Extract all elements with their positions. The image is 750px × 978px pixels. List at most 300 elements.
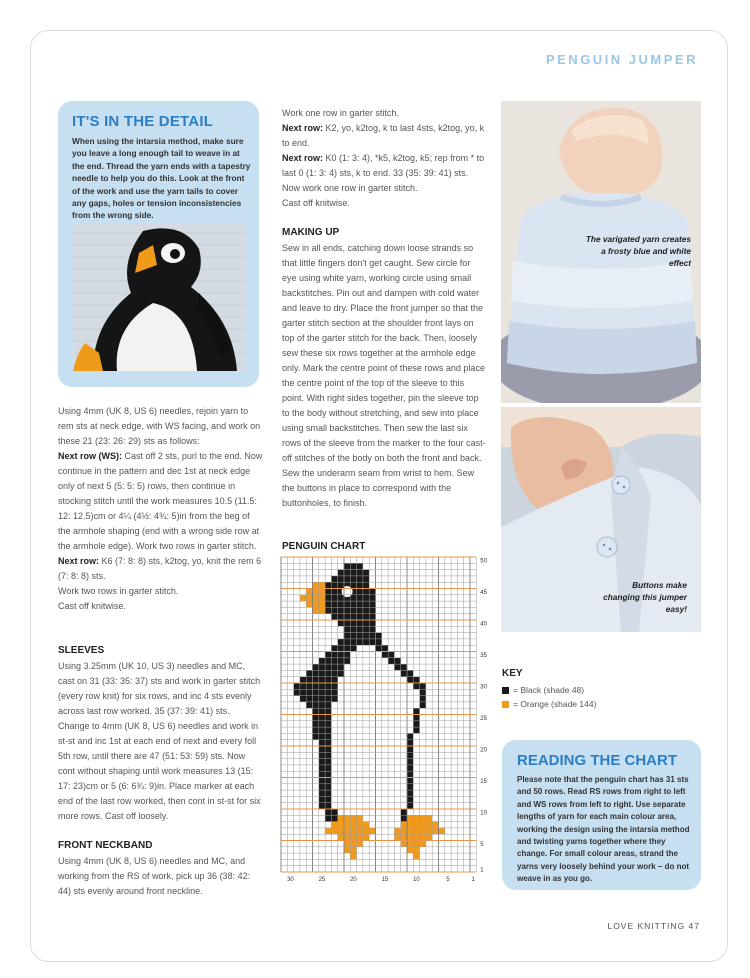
black-stitch-r16-c24 bbox=[325, 771, 331, 777]
black-stitch-r34-c25 bbox=[319, 658, 325, 664]
black-stitch-r33-c22 bbox=[338, 664, 344, 670]
black-stitch-r48-c18 bbox=[363, 570, 369, 576]
black-stitch-r28-c9 bbox=[420, 696, 426, 702]
black-stitch-r45-c17 bbox=[369, 589, 375, 595]
orange-stitch-r7-c17 bbox=[369, 828, 375, 834]
orange-stitch-r7-c10 bbox=[413, 828, 419, 834]
orange-stitch-r9-c10 bbox=[413, 815, 419, 821]
black-stitch-r21-c11 bbox=[407, 740, 413, 746]
black-stitch-r24-c10 bbox=[413, 721, 419, 727]
orange-stitch-r4-c20 bbox=[350, 847, 356, 853]
orange-stitch-r7-c18 bbox=[363, 828, 369, 834]
orange-stitch-r9-c22 bbox=[338, 815, 344, 821]
black-stitch-r42-c19 bbox=[357, 607, 363, 613]
black-stitch-r28-c24 bbox=[325, 696, 331, 702]
orange-stitch-r5-c9 bbox=[420, 841, 426, 847]
y-tick-30: 30 bbox=[480, 684, 487, 691]
black-stitch-r32-c24 bbox=[325, 670, 331, 676]
black-stitch-r43-c22 bbox=[338, 601, 344, 607]
black-stitch-r34-c13 bbox=[394, 658, 400, 664]
key-title: KEY bbox=[502, 668, 523, 679]
black-stitch-r36-c23 bbox=[331, 645, 337, 651]
black-stitch-r36-c15 bbox=[382, 645, 388, 651]
making-up-text: Sew in all ends, catching down loose strands so that little fingers don't get caught. Sew circle for eye using white yarn, working circle using small backstitches. Pin out and dampen with cold water and leave to dry. Place the front jumper so that the garter stitch section at the shoulder front lays on top of the garter stitch for the back. Then, loosely sew these six rows together at the armhole edge only. Mark the centre point of these rows and place the centre point of the top of the sleeve to this point. With right sides together, pin the sleeve top to the body without stretching, and sew into place using small backstitches. Then sew the last six rows of the sleeve from the marker to the four cast-off stitches of the body on both the front and back. Sew the underarm seam from wrist to hem. Sew the buttons in place to correspond with the buttonholes, to finish. bbox=[282, 243, 486, 508]
black-stitch-r35-c21 bbox=[344, 652, 350, 658]
orange-stitch-r8-c22 bbox=[338, 822, 344, 828]
next-row-ws-label: Next row (WS): bbox=[58, 451, 122, 461]
x-tick-25: 25 bbox=[318, 877, 326, 883]
orange-stitch-r9-c20 bbox=[350, 815, 356, 821]
orange-stitch-r8-c18 bbox=[363, 822, 369, 828]
black-stitch-r10-c12 bbox=[401, 809, 407, 815]
black-stitch-r30-c27 bbox=[306, 683, 312, 689]
chart-eye bbox=[341, 586, 353, 598]
black-stitch-r47-c18 bbox=[363, 576, 369, 582]
black-stitch-r35-c22 bbox=[338, 652, 344, 658]
black-stitch-r29-c24 bbox=[325, 689, 331, 695]
orange-stitch-r44-c25 bbox=[319, 595, 325, 601]
black-stitch-r34-c14 bbox=[388, 658, 394, 664]
black-stitch-r12-c25 bbox=[319, 796, 325, 802]
black-stitch-r12-c24 bbox=[325, 796, 331, 802]
orange-stitch-r44-c28 bbox=[300, 595, 306, 601]
black-stitch-r25-c26 bbox=[313, 715, 319, 721]
orange-stitch-r7-c22 bbox=[338, 828, 344, 834]
col2-next-row-2-text: K0 (1: 3: 4), *k5, k2tog, k5; rep from * to last 0 (1: 3: 4) sts, k to end. 33 (35: 39: 41) sts. Now work one row in garter stitch. bbox=[282, 153, 485, 193]
black-stitch-r36-c22 bbox=[338, 645, 344, 651]
black-stitch-r47-c22 bbox=[338, 576, 344, 582]
black-stitch-r33-c23 bbox=[331, 664, 337, 670]
black-stitch-r14-c11 bbox=[407, 784, 413, 790]
black-stitch-r30-c23 bbox=[331, 683, 337, 689]
front-neckband-text: Using 4mm (UK 8, US 6) needles and MC, and working from the RS of work, pick up 36 (38: 42: 44) sts evenly around front neckline. bbox=[58, 856, 251, 896]
black-stitch-r46-c23 bbox=[331, 582, 337, 588]
black-stitch-r44-c24 bbox=[325, 595, 331, 601]
y-tick-1: 1 bbox=[480, 867, 484, 874]
black-stitch-r43-c18 bbox=[363, 601, 369, 607]
orange-stitch-r43-c27 bbox=[306, 601, 312, 607]
detail-title: IT'S IN THE DETAIL bbox=[72, 113, 214, 130]
orange-stitch-r42-c26 bbox=[313, 607, 319, 613]
black-stitch-r29-c26 bbox=[313, 689, 319, 695]
black-stitch-r40-c20 bbox=[350, 620, 356, 626]
key-orange bbox=[502, 699, 596, 709]
key-black-label: = Black (shade 48) bbox=[513, 685, 585, 695]
black-stitch-r29-c27 bbox=[306, 689, 312, 695]
orange-stitch-r6-c20 bbox=[350, 834, 356, 840]
x-tick-1: 1 bbox=[471, 877, 475, 883]
y-tick-10: 10 bbox=[480, 810, 487, 817]
black-stitch-r38-c16 bbox=[376, 633, 382, 639]
next-row-ws-text: Cast off 2 sts, purl to the end. Now continue in the pattern and dec 1st at neck edge only of next 5 (5: 5: 5) rows, then continue in stocking stitch until the work measures 10.5 (11.5: 12: 12.5)cm or 4¼ (4½: 4¾: 5)in from the beg of the armhole shaping (end with a wrong side row at the armhole edge). Work two rows in garter stitch. bbox=[58, 451, 263, 551]
orange-stitch-r8-c9 bbox=[420, 822, 426, 828]
sleeves-heading: SLEEVES bbox=[58, 645, 105, 656]
black-stitch-r38-c17 bbox=[369, 633, 375, 639]
black-stitch-r45-c18 bbox=[363, 589, 369, 595]
orange-stitch-r8-c12 bbox=[401, 822, 407, 828]
page-footer: LOVE KNITTING 47 bbox=[607, 921, 700, 931]
black-stitch-r25-c24 bbox=[325, 715, 331, 721]
col2-next-row-1-label: Next row: bbox=[282, 123, 324, 133]
orange-stitch-r7-c12 bbox=[401, 828, 407, 834]
orange-stitch-r43-c26 bbox=[313, 601, 319, 607]
black-stitch-r44-c23 bbox=[331, 595, 337, 601]
y-tick-40: 40 bbox=[480, 621, 487, 628]
black-stitch-r29-c23 bbox=[331, 689, 337, 695]
black-stitch-r43-c23 bbox=[331, 601, 337, 607]
black-stitch-r43-c24 bbox=[325, 601, 331, 607]
black-stitch-r19-c25 bbox=[319, 752, 325, 758]
black-stitch-r28-c26 bbox=[313, 696, 319, 702]
orange-stitch-r6-c21 bbox=[344, 834, 350, 840]
black-stitch-r11-c24 bbox=[325, 803, 331, 809]
black-stitch-r35-c14 bbox=[388, 652, 394, 658]
black-stitch-r13-c11 bbox=[407, 790, 413, 796]
black-stitch-r28-c23 bbox=[331, 696, 337, 702]
black-stitch-r31-c24 bbox=[325, 677, 331, 683]
black-stitch-r11-c11 bbox=[407, 803, 413, 809]
key-black bbox=[502, 685, 584, 695]
orange-stitch-r7-c23 bbox=[331, 828, 337, 834]
black-stitch-r33-c25 bbox=[319, 664, 325, 670]
orange-stitch-r5-c19 bbox=[357, 841, 363, 847]
black-stitch-r45-c19 bbox=[357, 589, 363, 595]
black-stitch-r44-c18 bbox=[363, 595, 369, 601]
orange-stitch-r9-c21 bbox=[344, 815, 350, 821]
black-stitch-r9-c24 bbox=[325, 815, 331, 821]
black-stitch-r48-c20 bbox=[350, 570, 356, 576]
penguin-chart-heading: PENGUIN CHART bbox=[282, 541, 366, 552]
col1-next-row bbox=[58, 554, 263, 584]
black-stitch-r18-c25 bbox=[319, 759, 325, 765]
black-stitch-r44-c17 bbox=[369, 595, 375, 601]
black-stitch-r32-c12 bbox=[401, 670, 407, 676]
orange-stitch-r43-c25 bbox=[319, 601, 325, 607]
reading-chart-box bbox=[502, 740, 701, 890]
black-stitch-r40-c22 bbox=[338, 620, 344, 626]
black-stitch-r31-c27 bbox=[306, 677, 312, 683]
photo1-caption: The varigated yarn creates a frosty blue and white effect bbox=[585, 234, 691, 268]
orange-stitch-r6-c8 bbox=[426, 834, 432, 840]
orange-stitch-r7-c11 bbox=[407, 828, 413, 834]
col1-line-garter: Work two rows in garter stitch. bbox=[58, 586, 179, 596]
black-stitch-r18-c11 bbox=[407, 759, 413, 765]
black-stitch-r39-c18 bbox=[363, 626, 369, 632]
black-stitch-r42-c18 bbox=[363, 607, 369, 613]
black-stitch-r13-c25 bbox=[319, 790, 325, 796]
black-stitch-r37-c16 bbox=[376, 639, 382, 645]
y-tick-15: 15 bbox=[480, 779, 487, 786]
orange-stitch-r4-c10 bbox=[413, 847, 419, 853]
black-stitch-r33-c13 bbox=[394, 664, 400, 670]
penguin-chart-svg bbox=[278, 553, 503, 905]
black-stitch-r43-c21 bbox=[344, 601, 350, 607]
photo2-caption: Buttons make changing this jumper easy! bbox=[603, 580, 687, 614]
x-tick-30: 30 bbox=[287, 877, 294, 883]
black-stitch-r26-c25 bbox=[319, 708, 325, 714]
y-tick-50: 50 bbox=[480, 558, 487, 565]
black-stitch-r15-c24 bbox=[325, 778, 331, 784]
orange-stitch-r8-c19 bbox=[357, 822, 363, 828]
black-stitch-r27-c26 bbox=[313, 702, 319, 708]
orange-stitch-r6-c12 bbox=[401, 834, 407, 840]
black-stitch-r10-c23 bbox=[331, 809, 337, 815]
black-stitch-r24-c24 bbox=[325, 721, 331, 727]
black-stitch-r47-c21 bbox=[344, 576, 350, 582]
orange-stitch-r45-c26 bbox=[313, 589, 319, 595]
black-stitch-r32-c26 bbox=[313, 670, 319, 676]
black-stitch-r42-c20 bbox=[350, 607, 356, 613]
col1-intro: Using 4mm (UK 8, US 6) needles, rejoin yarn to rem sts at neck edge, with WS facing, and work on these 21 (23: 26: 29) sts as follows: bbox=[58, 406, 261, 446]
black-stitch-r31-c10 bbox=[413, 677, 419, 683]
black-stitch-r41-c23 bbox=[331, 614, 337, 620]
penguin-chart bbox=[278, 553, 503, 910]
x-tick-5: 5 bbox=[446, 877, 450, 883]
orange-stitch-r9-c19 bbox=[357, 815, 363, 821]
black-stitch-r35-c23 bbox=[331, 652, 337, 658]
black-stitch-r41-c20 bbox=[350, 614, 356, 620]
orange-stitch-r5-c11 bbox=[407, 841, 413, 847]
black-stitch-r14-c24 bbox=[325, 784, 331, 790]
black-stitch-r23-c25 bbox=[319, 727, 325, 733]
black-stitch-r37-c19 bbox=[357, 639, 363, 645]
black-stitch-r25-c25 bbox=[319, 715, 325, 721]
orange-stitch-r5-c20 bbox=[350, 841, 356, 847]
orange-stitch-r7-c9 bbox=[420, 828, 426, 834]
sleeves-text: Using 3.25mm (UK 10, US 3) needles and MC, cast on 31 (33: 35: 37) sts and work in garter stitch (every row knit) for six rows, and inc 4 sts evenly across last row worked. 35 (37: 39: 41) sts. Change to 4mm (UK 8, US 6) needles and work in st-st and inc 1st at each end of next and every foll 5th row, until there are 47 (51: 53: 59) sts. Now cont without shaping until work measures 13 (15: 17: 23)cm or 5 (6: 6¾: 9)in. Place marker at each end of the last row worked, then cont in st-st for six more rows. Cast off loosely. bbox=[58, 661, 261, 821]
black-stitch-r41-c21 bbox=[344, 614, 350, 620]
penguin-closeup-photo bbox=[73, 223, 245, 371]
black-stitch-r41-c19 bbox=[357, 614, 363, 620]
y-tick-45: 45 bbox=[480, 590, 487, 597]
black-stitch-r32-c25 bbox=[319, 670, 325, 676]
black-stitch-r18-c24 bbox=[325, 759, 331, 765]
black-stitch-r37-c20 bbox=[350, 639, 356, 645]
black-stitch-r13-c24 bbox=[325, 790, 331, 796]
black-stitch-r23-c26 bbox=[313, 727, 319, 733]
black-swatch bbox=[502, 687, 509, 694]
black-stitch-r49-c20 bbox=[350, 563, 356, 569]
col1-line-castoff: Cast off knitwise. bbox=[58, 601, 126, 611]
black-stitch-r40-c18 bbox=[363, 620, 369, 626]
orange-stitch-r8-c10 bbox=[413, 822, 419, 828]
black-stitch-r46-c24 bbox=[325, 582, 331, 588]
col2-next-row-2-label: Next row: bbox=[282, 153, 324, 163]
orange-stitch-r9-c11 bbox=[407, 815, 413, 821]
orange-stitch-r7-c21 bbox=[344, 828, 350, 834]
black-stitch-r39-c21 bbox=[344, 626, 350, 632]
black-stitch-r49-c19 bbox=[357, 563, 363, 569]
col2-next-row-1-text: K2, yo, k2tog, k to last 4sts, k2tog, yo, k to end. bbox=[282, 123, 485, 148]
black-stitch-r32-c22 bbox=[338, 670, 344, 676]
orange-stitch-r9-c8 bbox=[426, 815, 432, 821]
black-stitch-r27-c25 bbox=[319, 702, 325, 708]
black-stitch-r34-c22 bbox=[338, 658, 344, 664]
col2-line-castoff: Cast off knitwise. bbox=[282, 198, 350, 208]
black-stitch-r28-c27 bbox=[306, 696, 312, 702]
black-stitch-r43-c19 bbox=[357, 601, 363, 607]
black-stitch-r30-c28 bbox=[300, 683, 306, 689]
orange-stitch-r3-c20 bbox=[350, 853, 356, 859]
orange-stitch-r42-c25 bbox=[319, 607, 325, 613]
black-stitch-r31-c26 bbox=[313, 677, 319, 683]
reading-title: READING THE CHART bbox=[517, 752, 677, 769]
black-stitch-r35-c24 bbox=[325, 652, 331, 658]
black-stitch-r45-c24 bbox=[325, 589, 331, 595]
black-stitch-r47-c19 bbox=[357, 576, 363, 582]
black-stitch-r28-c25 bbox=[319, 696, 325, 702]
y-tick-35: 35 bbox=[480, 653, 487, 660]
black-stitch-r23-c10 bbox=[413, 727, 419, 733]
orange-stitch-r8-c7 bbox=[432, 822, 438, 828]
black-stitch-r19-c24 bbox=[325, 752, 331, 758]
x-tick-20: 20 bbox=[350, 877, 357, 883]
orange-stitch-r6-c22 bbox=[338, 834, 344, 840]
detail-text: When using the intarsia method, make sure you leave a long enough tail to weave in at the end. Thread the yarn ends with a tapestry needle to help you do this. Look at the front of the work and use the yarn tails to cover any gaps, holes or tension inconsistencies from the wrong side. bbox=[72, 136, 251, 221]
orange-stitch-r6-c11 bbox=[407, 834, 413, 840]
x-tick-10: 10 bbox=[413, 877, 420, 883]
orange-stitch-r46-c25 bbox=[319, 582, 325, 588]
front-neckband-heading: FRONT NECKBAND bbox=[58, 840, 153, 851]
black-stitch-r37-c17 bbox=[369, 639, 375, 645]
black-stitch-r10-c24 bbox=[325, 809, 331, 815]
orange-stitch-r44-c27 bbox=[306, 595, 312, 601]
black-stitch-r24-c25 bbox=[319, 721, 325, 727]
black-stitch-r27-c24 bbox=[325, 702, 331, 708]
black-stitch-r39-c17 bbox=[369, 626, 375, 632]
black-stitch-r33-c12 bbox=[401, 664, 407, 670]
black-stitch-r31-c25 bbox=[319, 677, 325, 683]
black-stitch-r36-c16 bbox=[376, 645, 382, 651]
orange-stitch-r8-c11 bbox=[407, 822, 413, 828]
black-stitch-r42-c17 bbox=[369, 607, 375, 613]
black-stitch-r38-c21 bbox=[344, 633, 350, 639]
black-stitch-r30-c26 bbox=[313, 683, 319, 689]
orange-stitch-r46-c26 bbox=[313, 582, 319, 588]
black-stitch-r27-c9 bbox=[420, 702, 426, 708]
black-stitch-r39-c20 bbox=[350, 626, 356, 632]
next-row-text: K6 (7: 8: 8) sts, k2tog, yo, knit the rem 6 (7: 8: 8) sts. bbox=[58, 556, 262, 581]
black-stitch-r20-c11 bbox=[407, 746, 413, 752]
black-stitch-r16-c11 bbox=[407, 771, 413, 777]
orange-stitch-r8-c20 bbox=[350, 822, 356, 828]
black-stitch-r17-c24 bbox=[325, 765, 331, 771]
black-stitch-r22-c26 bbox=[313, 733, 319, 739]
next-row-label: Next row: bbox=[58, 556, 100, 566]
black-stitch-r40-c21 bbox=[344, 620, 350, 626]
black-stitch-r11-c25 bbox=[319, 803, 325, 809]
black-stitch-r32-c27 bbox=[306, 670, 312, 676]
page-title: PENGUIN JUMPER bbox=[545, 52, 698, 67]
black-stitch-r42-c24 bbox=[325, 607, 331, 613]
col2-neckband-cont-text bbox=[282, 106, 487, 211]
black-stitch-r42-c23 bbox=[331, 607, 337, 613]
black-stitch-r43-c17 bbox=[369, 601, 375, 607]
orange-stitch-r6-c9 bbox=[420, 834, 426, 840]
orange-stitch-r7-c7 bbox=[432, 828, 438, 834]
black-stitch-r14-c25 bbox=[319, 784, 325, 790]
orange-stitch-r8-c21 bbox=[344, 822, 350, 828]
orange-stitch-r5-c21 bbox=[344, 841, 350, 847]
black-stitch-r34-c24 bbox=[325, 658, 331, 664]
reading-text: Please note that the penguin chart has 31 sts and 50 rows. Read RS rows from right to left and WS rows from left to right. Use separate lengths of yarn for each main colour area, working the design using the intarsia method and twisting yarns together where they change. For small colour areas, strand the yarns very loosely behind your work – do not weave in as you go. bbox=[517, 775, 690, 884]
black-stitch-r25-c10 bbox=[413, 715, 419, 721]
black-stitch-r24-c26 bbox=[313, 721, 319, 727]
orange-stitch-r9-c9 bbox=[420, 815, 426, 821]
orange-stitch-r6-c10 bbox=[413, 834, 419, 840]
orange-stitch-r7-c20 bbox=[350, 828, 356, 834]
orange-stitch-r5-c10 bbox=[413, 841, 419, 847]
black-stitch-r35-c15 bbox=[382, 652, 388, 658]
black-stitch-r41-c22 bbox=[338, 614, 344, 620]
black-stitch-r27-c27 bbox=[306, 702, 312, 708]
black-stitch-r22-c25 bbox=[319, 733, 325, 739]
black-stitch-r26-c26 bbox=[313, 708, 319, 714]
black-stitch-r36-c20 bbox=[350, 645, 356, 651]
black-stitch-r41-c17 bbox=[369, 614, 375, 620]
orange-stitch-r7-c6 bbox=[439, 828, 445, 834]
col1-next-row-ws bbox=[58, 449, 263, 554]
black-stitch-r26-c10 bbox=[413, 708, 419, 714]
col2-line-garter: Work one row in garter stitch. bbox=[282, 108, 399, 118]
black-stitch-r30-c24 bbox=[325, 683, 331, 689]
orange-stitch-r8-c23 bbox=[331, 822, 337, 828]
black-stitch-r45-c23 bbox=[331, 589, 337, 595]
making-up-heading: MAKING UP bbox=[282, 227, 340, 238]
black-stitch-r12-c11 bbox=[407, 796, 413, 802]
orange-stitch-r7-c19 bbox=[357, 828, 363, 834]
col2-next-row-1 bbox=[282, 121, 487, 151]
y-tick-25: 25 bbox=[480, 716, 487, 723]
col1-front-left-text bbox=[58, 404, 263, 614]
black-stitch-r15-c25 bbox=[319, 778, 325, 784]
black-stitch-r16-c25 bbox=[319, 771, 325, 777]
black-stitch-r38-c18 bbox=[363, 633, 369, 639]
orange-stitch-r6-c13 bbox=[394, 834, 400, 840]
black-stitch-r21-c25 bbox=[319, 740, 325, 746]
orange-stitch-r8-c8 bbox=[426, 822, 432, 828]
black-stitch-r21-c24 bbox=[325, 740, 331, 746]
black-stitch-r19-c11 bbox=[407, 752, 413, 758]
black-stitch-r36-c21 bbox=[344, 645, 350, 651]
black-stitch-r9-c12 bbox=[401, 815, 407, 821]
orange-stitch-r7-c24 bbox=[325, 828, 331, 834]
black-stitch-r42-c21 bbox=[344, 607, 350, 613]
black-stitch-r26-c24 bbox=[325, 708, 331, 714]
key-orange-label: = Orange (shade 144) bbox=[513, 699, 597, 709]
black-stitch-r31-c23 bbox=[331, 677, 337, 683]
black-stitch-r29-c29 bbox=[294, 689, 300, 695]
black-stitch-r32-c11 bbox=[407, 670, 413, 676]
orange-stitch-r6-c19 bbox=[357, 834, 363, 840]
y-tick-20: 20 bbox=[480, 747, 487, 754]
black-stitch-r37-c22 bbox=[338, 639, 344, 645]
black-stitch-r20-c25 bbox=[319, 746, 325, 752]
orange-stitch-r44-c26 bbox=[313, 595, 319, 601]
black-stitch-r48-c21 bbox=[344, 570, 350, 576]
black-stitch-r44-c19 bbox=[357, 595, 363, 601]
orange-stitch-r45-c25 bbox=[319, 589, 325, 595]
orange-stitch-r6-c18 bbox=[363, 834, 369, 840]
buttons-photo bbox=[501, 407, 701, 632]
y-tick-5: 5 bbox=[480, 842, 484, 849]
black-stitch-r39-c19 bbox=[357, 626, 363, 632]
black-stitch-r41-c18 bbox=[363, 614, 369, 620]
black-stitch-r22-c24 bbox=[325, 733, 331, 739]
black-stitch-r17-c25 bbox=[319, 765, 325, 771]
black-stitch-r48-c22 bbox=[338, 570, 344, 576]
orange-swatch bbox=[502, 701, 509, 708]
